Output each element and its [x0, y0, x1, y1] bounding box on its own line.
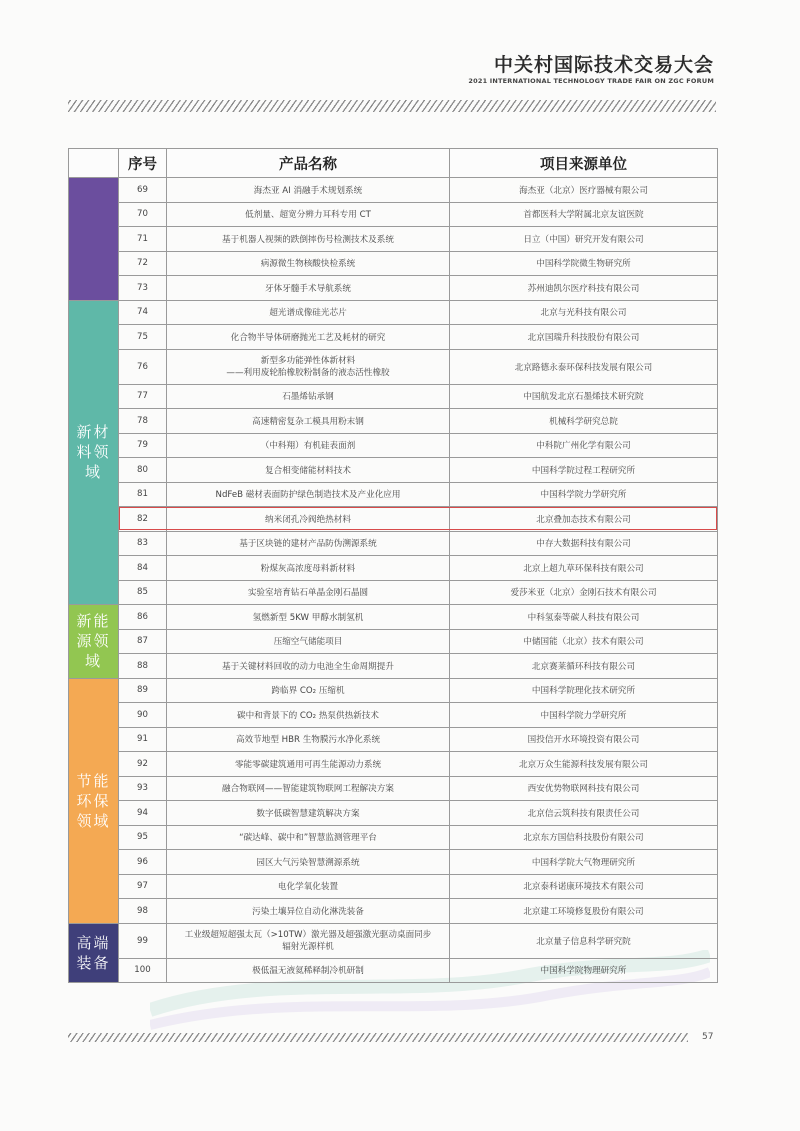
cell-source: 国投信开水环境投资有限公司 [450, 727, 718, 752]
cell-number: 85 [119, 580, 167, 605]
cell-source: 北京泰科诺康环境技术有限公司 [450, 874, 718, 899]
cell-source: 机械科学研究总院 [450, 409, 718, 434]
cell-source: 北京上超九草环保科技有限公司 [450, 556, 718, 581]
cell-number: 96 [119, 850, 167, 875]
table-row [69, 178, 718, 203]
category-equipment: 高端 装备 [69, 923, 119, 983]
cell-number: 89 [119, 678, 167, 703]
product-table [68, 148, 718, 983]
cell-number: 72 [119, 251, 167, 276]
cell-product: “碳达峰、碳中和”智慧监测管理平台 [167, 825, 450, 850]
table-row [69, 605, 718, 630]
cell-source: 北京量子信息科学研究院 [450, 923, 718, 958]
cell-product: 超光谱成像硅光芯片 [167, 300, 450, 325]
cell-product: 高效节地型 HBR 生物膜污水净化系统 [167, 727, 450, 752]
page-number: 57 [702, 1032, 714, 1042]
category-materials: 新材 料领 域 [69, 300, 119, 605]
cell-number: 76 [119, 349, 167, 384]
cell-source: 中国科学院过程工程研究所 [450, 458, 718, 483]
cell-number: 99 [119, 923, 167, 958]
table-row [69, 458, 718, 483]
cell-source: 中储国能（北京）技术有限公司 [450, 629, 718, 654]
cell-number: 91 [119, 727, 167, 752]
cell-product: 压缩空气储能项目 [167, 629, 450, 654]
table-row [69, 556, 718, 581]
cell-product: 跨临界 CO₂ 压缩机 [167, 678, 450, 703]
table-row [69, 825, 718, 850]
table-row [69, 752, 718, 777]
table-row [69, 531, 718, 556]
cell-product: 石墨烯钻承钢 [167, 384, 450, 409]
cell-product: 极低温无液氦稀释制冷机研制 [167, 958, 450, 983]
table-header-row [69, 149, 718, 178]
table-row [69, 433, 718, 458]
cell-source: 北京建工环境修复股份有限公司 [450, 899, 718, 924]
cell-number: 73 [119, 276, 167, 301]
cell-product: 低剂量、超宽分辨力耳科专用 CT [167, 202, 450, 227]
cell-product: 基于机器人视频的跌倒摔伤号检测技术及系统 [167, 227, 450, 252]
table-row [69, 251, 718, 276]
table-row [69, 482, 718, 507]
cell-product: 高速精密复杂工模具用粉末钢 [167, 409, 450, 434]
table-row [69, 227, 718, 252]
cell-source: 北京东方国信科技股份有限公司 [450, 825, 718, 850]
footer-hatch-divider [68, 1033, 688, 1042]
cell-number: 78 [119, 409, 167, 434]
cell-product: 融合物联网——智能建筑物联网工程解决方案 [167, 776, 450, 801]
cell-product: 实验室培育钻石单晶金刚石晶圆 [167, 580, 450, 605]
cell-product: 工业级超短超强太瓦（>10TW）激光器及超强激光驱动桌面同步 辐射光源样机 [167, 923, 450, 958]
cell-source: 北京国瑞升科技股份有限公司 [450, 325, 718, 350]
table-row [69, 580, 718, 605]
cell-number: 95 [119, 825, 167, 850]
cell-product: 牙体牙髓手术导航系统 [167, 276, 450, 301]
cell-product: 园区大气污染智慧溯源系统 [167, 850, 450, 875]
cell-source: 苏州迪凯尔医疗科技有限公司 [450, 276, 718, 301]
cell-source: 中国科学院物理研究所 [450, 958, 718, 983]
table-row [69, 703, 718, 728]
table-row [69, 409, 718, 434]
table-row [69, 507, 718, 532]
cell-number: 98 [119, 899, 167, 924]
cell-product: 污染土壤异位自动化淋洗装备 [167, 899, 450, 924]
cell-number: 90 [119, 703, 167, 728]
cell-number: 84 [119, 556, 167, 581]
category-medical [69, 178, 119, 301]
header-subtitle: 2021 INTERNATIONAL TECHNOLOGY TRADE FAIR ON ZGC FORUM [468, 77, 714, 85]
table-row [69, 850, 718, 875]
header-col-source: 项目来源单位 [450, 149, 718, 178]
cell-source: 中国科学院力学研究所 [450, 482, 718, 507]
table-row [69, 678, 718, 703]
cell-source: 中国航发北京石墨烯技术研究院 [450, 384, 718, 409]
cell-number: 69 [119, 178, 167, 203]
cell-source: 北京与光科技有限公司 [450, 300, 718, 325]
table-row [69, 727, 718, 752]
table-row [69, 874, 718, 899]
cell-source: 首都医科大学附属北京友谊医院 [450, 202, 718, 227]
cell-product: （中科翔）有机硅表面剂 [167, 433, 450, 458]
cell-source: 北京叠加态技术有限公司 [450, 507, 718, 532]
cell-source: 中科院广州化学有限公司 [450, 433, 718, 458]
table-row [69, 629, 718, 654]
cell-number: 80 [119, 458, 167, 483]
cell-number: 70 [119, 202, 167, 227]
cell-source: 北京万众生能源科技发展有限公司 [450, 752, 718, 777]
table-row [69, 958, 718, 983]
cell-source: 西安优势物联网科技有限公司 [450, 776, 718, 801]
cell-source: 海杰亚（北京）医疗器械有限公司 [450, 178, 718, 203]
cell-number: 75 [119, 325, 167, 350]
table-row [69, 276, 718, 301]
header-col-number: 序号 [119, 149, 167, 178]
table-row [69, 801, 718, 826]
cell-number: 88 [119, 654, 167, 679]
cell-source: 中国科学院微生物研究所 [450, 251, 718, 276]
cell-number: 74 [119, 300, 167, 325]
cell-number: 100 [119, 958, 167, 983]
header-title: 中关村国际技术交易大会 [493, 54, 714, 76]
table-row [69, 300, 718, 325]
cell-product: 碳中和背景下的 CO₂ 热泵供热新技术 [167, 703, 450, 728]
cell-product: 氢燃新型 5KW 甲醇水制氢机 [167, 605, 450, 630]
cell-product: 基于关键材料回收的动力电池全生命周期提升 [167, 654, 450, 679]
cell-product: 电化学氧化装置 [167, 874, 450, 899]
table-row [69, 384, 718, 409]
cell-number: 94 [119, 801, 167, 826]
header-hatch-divider [68, 100, 716, 112]
table-row [69, 325, 718, 350]
cell-product: 复合相变储能材料技术 [167, 458, 450, 483]
cell-product: 粉煤灰高浓度母料新材料 [167, 556, 450, 581]
cell-product: NdFeB 磁材表面防护绿色制造技术及产业化应用 [167, 482, 450, 507]
cell-number: 86 [119, 605, 167, 630]
table-row [69, 899, 718, 924]
table-row [69, 923, 718, 958]
header-col-product: 产品名称 [167, 149, 450, 178]
cell-source: 北京信云筑科技有限责任公司 [450, 801, 718, 826]
header-category-blank [69, 149, 119, 178]
table-row [69, 654, 718, 679]
cell-number: 77 [119, 384, 167, 409]
cell-product: 纳米闭孔冷阀绝热材料 [167, 507, 450, 532]
cell-number: 81 [119, 482, 167, 507]
cell-number: 79 [119, 433, 167, 458]
table-row [69, 202, 718, 227]
cell-source: 北京路德永泰环保科技发展有限公司 [450, 349, 718, 384]
cell-source: 中国科学院力学研究所 [450, 703, 718, 728]
cell-source: 日立（中国）研究开发有限公司 [450, 227, 718, 252]
cell-number: 71 [119, 227, 167, 252]
cell-source: 中国科学院大气物理研究所 [450, 850, 718, 875]
cell-number: 93 [119, 776, 167, 801]
cell-product: 海杰亚 AI 消融手术规划系统 [167, 178, 450, 203]
cell-source: 中国科学院理化技术研究所 [450, 678, 718, 703]
cell-product: 零能零碳建筑通用可再生能源动力系统 [167, 752, 450, 777]
cell-product: 基于区块链的建材产品防伪溯源系统 [167, 531, 450, 556]
cell-source: 中科氢泰等碳人科技有限公司 [450, 605, 718, 630]
cell-product: 数字低碳智慧建筑解决方案 [167, 801, 450, 826]
category-environment: 节能 环保 领域 [69, 678, 119, 923]
cell-number: 92 [119, 752, 167, 777]
cell-product: 化合物半导体研磨抛光工艺及耗材的研究 [167, 325, 450, 350]
table-row [69, 349, 718, 384]
cell-number: 83 [119, 531, 167, 556]
cell-source: 北京赛莱循环科技有限公司 [450, 654, 718, 679]
cell-product: 新型多功能弹性体新材料 ——利用废轮胎橡胶粉制备的液态活性橡胶 [167, 349, 450, 384]
category-energy: 新能 源领 域 [69, 605, 119, 679]
cell-source: 爱莎米亚（北京）金刚石技术有限公司 [450, 580, 718, 605]
cell-number: 97 [119, 874, 167, 899]
cell-number: 87 [119, 629, 167, 654]
table-row [69, 776, 718, 801]
cell-source: 中存大数据科技有限公司 [450, 531, 718, 556]
cell-number: 82 [119, 507, 167, 532]
cell-product: 病源微生物核酸快检系统 [167, 251, 450, 276]
